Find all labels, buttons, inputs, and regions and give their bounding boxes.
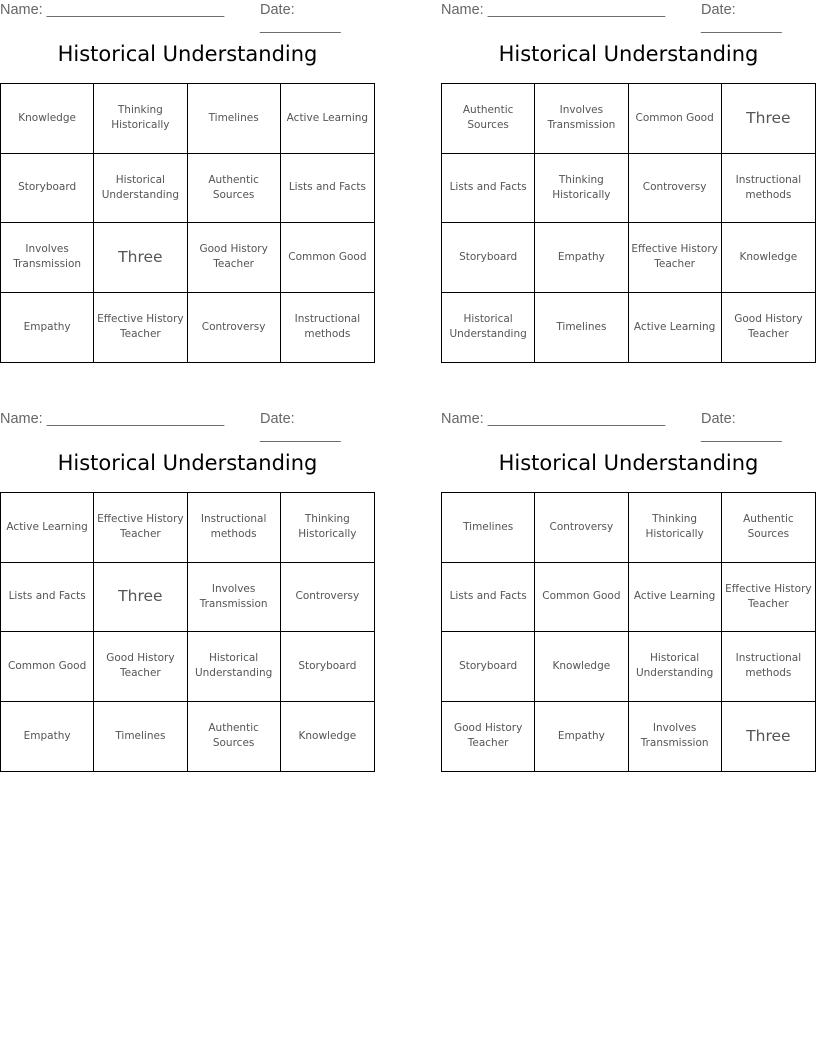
card-title: Historical Understanding xyxy=(57,42,318,66)
bingo-cell: Storyboard xyxy=(1,154,94,224)
bingo-cell: Thinking Historically xyxy=(281,493,374,563)
bingo-cell: Common Good xyxy=(1,632,94,702)
bingo-cell: Empathy xyxy=(535,223,628,293)
bingo-cell: Authentic Sources xyxy=(188,702,281,772)
bingo-cell: Instructional methods xyxy=(294,313,361,341)
bingo-cell: Active Learning xyxy=(629,563,722,633)
bingo-cell: Authentic Sources xyxy=(442,84,535,154)
bingo-cell: Lists and Facts xyxy=(442,563,535,633)
bingo-cell: Involves Transmission xyxy=(629,702,722,772)
bingo-cell: Controversy xyxy=(535,493,628,563)
free-cell: Three xyxy=(746,726,791,745)
bingo-grid xyxy=(0,83,375,363)
bingo-cell: Effective History Teacher xyxy=(722,563,815,633)
card-header xyxy=(0,0,375,34)
bingo-cell: Lists and Facts xyxy=(281,154,374,224)
bingo-cell: Instructional methods xyxy=(188,493,281,563)
bingo-cell: Timelines xyxy=(535,293,628,363)
card-header xyxy=(0,409,375,443)
date-field: Date: __________ xyxy=(260,2,341,34)
card-header xyxy=(441,0,816,34)
card-header xyxy=(441,409,816,443)
bingo-cell: Empathy xyxy=(1,293,94,363)
bingo-grid xyxy=(441,492,816,772)
free-cell: Three xyxy=(94,223,187,293)
bingo-cell: Storyboard xyxy=(442,632,535,702)
bingo-cell: Good History Teacher xyxy=(734,313,803,341)
name-field: Name: ______________________ xyxy=(441,411,666,427)
bingo-cell: Storyboard xyxy=(281,632,374,702)
bingo-cell: Instructional methods xyxy=(722,154,815,224)
bingo-cell: Good History Teacher xyxy=(442,702,535,772)
free-cell: Three xyxy=(722,84,815,154)
bingo-cell: Storyboard xyxy=(442,223,535,293)
bingo-cell: Historical Understanding xyxy=(188,632,281,702)
bingo-cell: Thinking Historically xyxy=(629,493,722,563)
bingo-cell: Historical Understanding xyxy=(94,154,187,224)
bingo-cell: Knowledge xyxy=(298,729,357,742)
bingo-cell: Empathy xyxy=(535,702,628,772)
bingo-cell: Thinking Historically xyxy=(94,84,187,154)
date-field: Date: __________ xyxy=(701,411,782,443)
bingo-cell: Controversy xyxy=(281,563,374,633)
free-cell: Three xyxy=(94,563,187,633)
bingo-cell: Timelines xyxy=(188,84,281,154)
bingo-grid xyxy=(441,83,816,363)
bingo-cell: Thinking Historically xyxy=(535,154,628,224)
bingo-cell: Timelines xyxy=(442,493,535,563)
bingo-cell: Active Learning xyxy=(629,293,722,363)
bingo-cell: Common Good xyxy=(281,223,374,293)
bingo-grid xyxy=(0,492,375,772)
bingo-cell: Knowledge xyxy=(535,632,628,702)
bingo-cell: Effective History Teacher xyxy=(94,293,187,363)
bingo-cell: Instructional methods xyxy=(722,632,815,702)
name-field: Name: ______________________ xyxy=(0,2,225,18)
bingo-cell: Controversy xyxy=(629,154,722,224)
bingo-cell: Good History Teacher xyxy=(94,632,187,702)
bingo-cell: Knowledge xyxy=(1,84,94,154)
bingo-cell: Controversy xyxy=(188,293,281,363)
bingo-cell: Authentic Sources xyxy=(188,154,281,224)
bingo-cell: Historical Understanding xyxy=(442,293,535,363)
bingo-cell: Historical Understanding xyxy=(629,632,722,702)
bingo-cell: Empathy xyxy=(1,702,94,772)
bingo-cell: Authentic Sources xyxy=(722,493,815,563)
date-field: Date: __________ xyxy=(260,411,341,443)
bingo-cell: Involves Transmission xyxy=(535,84,628,154)
card-title: Historical Understanding xyxy=(498,42,759,66)
bingo-cell: Good History Teacher xyxy=(188,223,281,293)
bingo-cell: Knowledge xyxy=(722,223,815,293)
bingo-cell: Involves Transmission xyxy=(188,563,281,633)
date-field: Date: __________ xyxy=(701,2,782,34)
bingo-cell: Lists and Facts xyxy=(1,563,94,633)
name-field: Name: ______________________ xyxy=(0,411,225,427)
bingo-cell: Timelines xyxy=(94,702,187,772)
bingo-cell: Active Learning xyxy=(1,493,94,563)
bingo-cell: Effective History Teacher xyxy=(629,223,722,293)
name-field: Name: ______________________ xyxy=(441,2,666,18)
bingo-cell: Common Good xyxy=(629,84,722,154)
bingo-cell: Active Learning xyxy=(281,84,374,154)
bingo-cell: Lists and Facts xyxy=(442,154,535,224)
card-title: Historical Understanding xyxy=(57,451,318,475)
bingo-cell: Involves Transmission xyxy=(1,223,94,293)
bingo-cell: Common Good xyxy=(535,563,628,633)
bingo-cell: Effective History Teacher xyxy=(94,493,187,563)
card-title: Historical Understanding xyxy=(498,451,759,475)
